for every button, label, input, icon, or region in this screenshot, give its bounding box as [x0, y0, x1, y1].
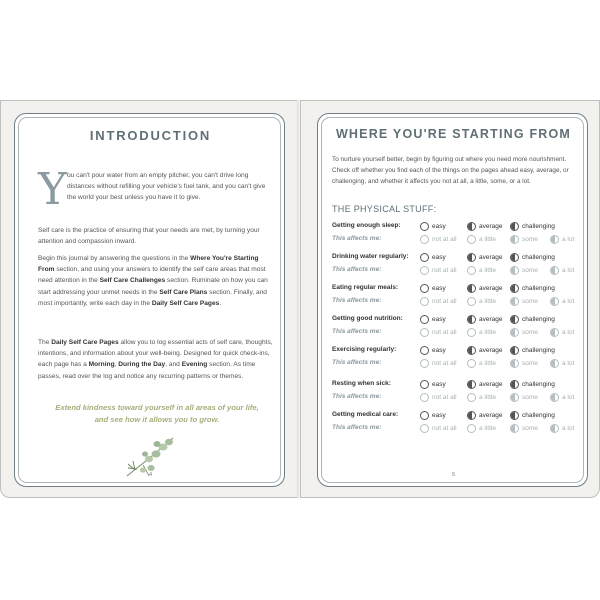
option-label: challenging — [522, 315, 555, 323]
option-label: a little — [479, 266, 496, 274]
affect-option-some[interactable] — [510, 234, 538, 244]
radio-circle-icon — [420, 222, 429, 231]
option-label: easy — [432, 222, 446, 230]
radio-circle-icon — [510, 328, 519, 337]
affect-option-a-little[interactable] — [467, 358, 496, 368]
radio-circle-icon — [467, 328, 476, 337]
affect-option-a-lot[interactable] — [550, 234, 574, 244]
page-title: WHERE YOU'RE STARTING FROM — [335, 127, 572, 141]
page-title: INTRODUCTION — [89, 128, 212, 143]
radio-circle-icon — [420, 411, 429, 420]
option-label: average — [479, 253, 503, 261]
option-label: some — [522, 266, 538, 274]
affects-label: This affects me: — [332, 266, 382, 273]
radio-circle-icon — [510, 266, 519, 275]
option-label: not at all — [432, 424, 457, 432]
radio-circle-icon — [420, 235, 429, 244]
affect-option-some[interactable] — [510, 392, 538, 402]
option-label: some — [522, 297, 538, 305]
affect-option-a-little[interactable] — [467, 265, 496, 275]
item-label: Getting enough sleep: — [332, 222, 401, 229]
radio-circle-icon — [550, 266, 559, 275]
difficulty-option-easy[interactable] — [420, 283, 446, 293]
radio-circle-icon — [510, 359, 519, 368]
checklist-item — [332, 410, 580, 422]
affects-row — [332, 265, 580, 277]
section-heading: THE PHYSICAL STUFF: — [332, 204, 437, 214]
radio-circle-icon — [510, 380, 519, 389]
radio-circle-icon — [550, 424, 559, 433]
checklist-item — [332, 283, 580, 295]
option-label: not at all — [432, 328, 457, 336]
option-label: a lot — [562, 359, 575, 367]
affects-row — [332, 327, 580, 339]
affect-option-a-lot[interactable] — [550, 296, 574, 306]
affects-row — [332, 423, 580, 435]
option-label: not at all — [432, 393, 457, 401]
option-label: average — [479, 284, 503, 292]
affect-option-a-lot[interactable] — [550, 392, 574, 402]
option-label: not at all — [432, 235, 457, 243]
affect-option-a-lot[interactable] — [550, 265, 574, 275]
option-label: a little — [479, 359, 496, 367]
difficulty-option-easy[interactable] — [420, 314, 446, 324]
intro-paragraph-1-continued: Self care is the practice of ensuring that your needs are met, by turning your attention and compassion inward. — [38, 227, 260, 246]
intro-paragraph-2: Begin this journal by answering the questions in the Where You're Starting From section, and using your answers to identify the self care areas that most need attention in the Self Care Challenges section. Ruminate on how you can start addressing your unmet needs in the Self Care Plans section. Finally, and most importantly, write each day in the Daily Self Care Pages. — [38, 255, 268, 307]
page-number: 4 — [148, 472, 153, 478]
option-label: challenging — [522, 346, 555, 354]
intro-paragraph-3: The Daily Self Care Pages allow you to log essential acts of self care, thoughts, intentions, and information about your well-being. Designed for quick check-ins, each page has a Morning, During the Day, and Evening section. As time passes, read over the log and notice any recurring patterns or themes. — [38, 339, 273, 380]
difficulty-option-challenging[interactable] — [510, 379, 555, 389]
radio-circle-icon — [550, 359, 559, 368]
radio-circle-icon — [550, 235, 559, 244]
option-label: average — [479, 315, 503, 323]
item-label: Drinking water regularly: — [332, 253, 409, 260]
affect-option-some[interactable] — [510, 423, 538, 433]
option-label: some — [522, 424, 538, 432]
radio-circle-icon — [420, 297, 429, 306]
option-label: some — [522, 328, 538, 336]
radio-circle-icon — [510, 346, 519, 355]
affect-option-not-at-all[interactable] — [420, 296, 457, 306]
option-label: average — [479, 380, 503, 388]
affect-option-not-at-all[interactable] — [420, 234, 457, 244]
open-journal — [0, 100, 600, 498]
page-number: 5 — [451, 472, 456, 478]
option-label: a lot — [562, 297, 575, 305]
radio-circle-icon — [420, 328, 429, 337]
option-label: easy — [432, 253, 446, 261]
option-label: challenging — [522, 411, 555, 419]
affects-row — [332, 234, 580, 246]
radio-circle-icon — [467, 266, 476, 275]
option-label: average — [479, 411, 503, 419]
right-page-frame — [317, 113, 588, 487]
affects-label: This affects me: — [332, 297, 382, 304]
affect-option-not-at-all[interactable] — [420, 265, 457, 275]
difficulty-option-easy[interactable] — [420, 252, 446, 262]
difficulty-option-challenging[interactable] — [510, 410, 555, 420]
affect-option-a-little[interactable] — [467, 234, 496, 244]
intro-paragraph-1: ou can't pour water from an empty pitcher, you can't drive long distances without refilling your vehicle's fuel tank, and you can't give the world your best unless you have it to give. — [67, 172, 266, 202]
option-label: a little — [479, 235, 496, 243]
radio-circle-icon — [420, 315, 429, 324]
checklist-item — [332, 345, 580, 357]
affects-label: This affects me: — [332, 359, 382, 366]
affect-option-a-lot[interactable] — [550, 327, 574, 337]
affects-label: This affects me: — [332, 235, 382, 242]
radio-circle-icon — [510, 253, 519, 262]
affect-option-some[interactable] — [510, 265, 538, 275]
affect-option-a-lot[interactable] — [550, 358, 574, 368]
option-label: not at all — [432, 297, 457, 305]
radio-circle-icon — [467, 359, 476, 368]
radio-circle-icon — [467, 380, 476, 389]
radio-circle-icon — [420, 266, 429, 275]
item-label: Exercising regularly: — [332, 346, 397, 353]
drop-cap: Y — [38, 164, 68, 215]
difficulty-option-challenging[interactable] — [510, 252, 555, 262]
radio-circle-icon — [510, 235, 519, 244]
affect-option-not-at-all[interactable] — [420, 358, 457, 368]
affect-option-a-lot[interactable] — [550, 423, 574, 433]
item-label: Getting medical care: — [332, 411, 399, 418]
difficulty-option-average[interactable] — [467, 410, 503, 420]
radio-circle-icon — [420, 253, 429, 262]
option-label: easy — [432, 315, 446, 323]
difficulty-option-easy[interactable] — [420, 379, 446, 389]
difficulty-option-average[interactable] — [467, 379, 503, 389]
radio-circle-icon — [550, 297, 559, 306]
difficulty-option-easy[interactable] — [420, 221, 446, 231]
option-label: not at all — [432, 359, 457, 367]
radio-circle-icon — [467, 222, 476, 231]
option-label: a little — [479, 424, 496, 432]
option-label: average — [479, 346, 503, 354]
affect-option-some[interactable] — [510, 358, 538, 368]
option-label: a lot — [562, 266, 575, 274]
right-page — [300, 100, 600, 498]
checklist-item — [332, 314, 580, 326]
radio-circle-icon — [420, 346, 429, 355]
difficulty-option-average[interactable] — [467, 221, 503, 231]
difficulty-option-challenging[interactable] — [510, 345, 555, 355]
option-label: challenging — [522, 253, 555, 261]
radio-circle-icon — [467, 393, 476, 402]
option-label: easy — [432, 380, 446, 388]
left-page — [0, 100, 300, 498]
radio-circle-icon — [467, 411, 476, 420]
affects-label: This affects me: — [332, 393, 382, 400]
checklist-item — [332, 379, 580, 391]
radio-circle-icon — [467, 297, 476, 306]
instructions-paragraph: To nurture yourself better, begin by figuring out where you need more nourishment. Check off whether you find each of the things on the pages ahead easy, average, or challenging, and whether it affects you not at all, a little, some, or a lot. — [332, 156, 569, 185]
option-label: not at all — [432, 266, 457, 274]
affect-option-not-at-all[interactable] — [420, 392, 457, 402]
radio-circle-icon — [550, 393, 559, 402]
radio-circle-icon — [420, 424, 429, 433]
radio-circle-icon — [510, 315, 519, 324]
option-label: some — [522, 359, 538, 367]
radio-circle-icon — [467, 253, 476, 262]
radio-circle-icon — [467, 284, 476, 293]
option-label: easy — [432, 346, 446, 354]
checklist-item — [332, 252, 580, 264]
left-page-frame — [14, 113, 285, 487]
affects-label: This affects me: — [332, 328, 382, 335]
radio-circle-icon — [420, 393, 429, 402]
affects-row — [332, 296, 580, 308]
affects-row — [332, 392, 580, 404]
difficulty-option-average[interactable] — [467, 345, 503, 355]
affect-option-a-little[interactable] — [467, 392, 496, 402]
difficulty-option-average[interactable] — [467, 252, 503, 262]
radio-circle-icon — [510, 284, 519, 293]
item-label: Getting good nutrition: — [332, 315, 403, 322]
radio-circle-icon — [467, 315, 476, 324]
difficulty-option-easy[interactable] — [420, 345, 446, 355]
radio-circle-icon — [510, 222, 519, 231]
option-label: a little — [479, 393, 496, 401]
difficulty-option-challenging[interactable] — [510, 314, 555, 324]
affect-option-not-at-all[interactable] — [420, 327, 457, 337]
option-label: challenging — [522, 222, 555, 230]
option-label: some — [522, 393, 538, 401]
option-label: a lot — [562, 328, 575, 336]
affect-option-a-little[interactable] — [467, 327, 496, 337]
option-label: a little — [479, 328, 496, 336]
radio-circle-icon — [550, 328, 559, 337]
radio-circle-icon — [420, 380, 429, 389]
radio-circle-icon — [510, 393, 519, 402]
radio-circle-icon — [510, 297, 519, 306]
checklist-item — [332, 221, 580, 233]
option-label: easy — [432, 411, 446, 419]
option-label: a lot — [562, 424, 575, 432]
radio-circle-icon — [420, 284, 429, 293]
affect-option-some[interactable] — [510, 296, 538, 306]
difficulty-option-average[interactable] — [467, 283, 503, 293]
option-label: a little — [479, 297, 496, 305]
radio-circle-icon — [510, 411, 519, 420]
affects-row — [332, 358, 580, 370]
affect-option-not-at-all[interactable] — [420, 423, 457, 433]
affects-label: This affects me: — [332, 424, 382, 431]
item-label: Eating regular meals: — [332, 284, 399, 291]
difficulty-option-easy[interactable] — [420, 410, 446, 420]
radio-circle-icon — [467, 346, 476, 355]
option-label: easy — [432, 284, 446, 292]
option-label: average — [479, 222, 503, 230]
affect-option-some[interactable] — [510, 327, 538, 337]
affect-option-a-little[interactable] — [467, 423, 496, 433]
option-label: some — [522, 235, 538, 243]
affect-option-a-little[interactable] — [467, 296, 496, 306]
difficulty-option-average[interactable] — [467, 314, 503, 324]
option-label: a lot — [562, 393, 575, 401]
option-label: a lot — [562, 235, 575, 243]
pull-quote: Extend kindness toward yourself in all areas of your life, and see how it allows you to grow. — [55, 403, 259, 424]
radio-circle-icon — [420, 359, 429, 368]
option-label: challenging — [522, 284, 555, 292]
difficulty-option-challenging[interactable] — [510, 283, 555, 293]
radio-circle-icon — [467, 424, 476, 433]
item-label: Resting when sick: — [332, 380, 391, 387]
option-label: challenging — [522, 380, 555, 388]
radio-circle-icon — [510, 424, 519, 433]
difficulty-option-challenging[interactable] — [510, 221, 555, 231]
radio-circle-icon — [467, 235, 476, 244]
